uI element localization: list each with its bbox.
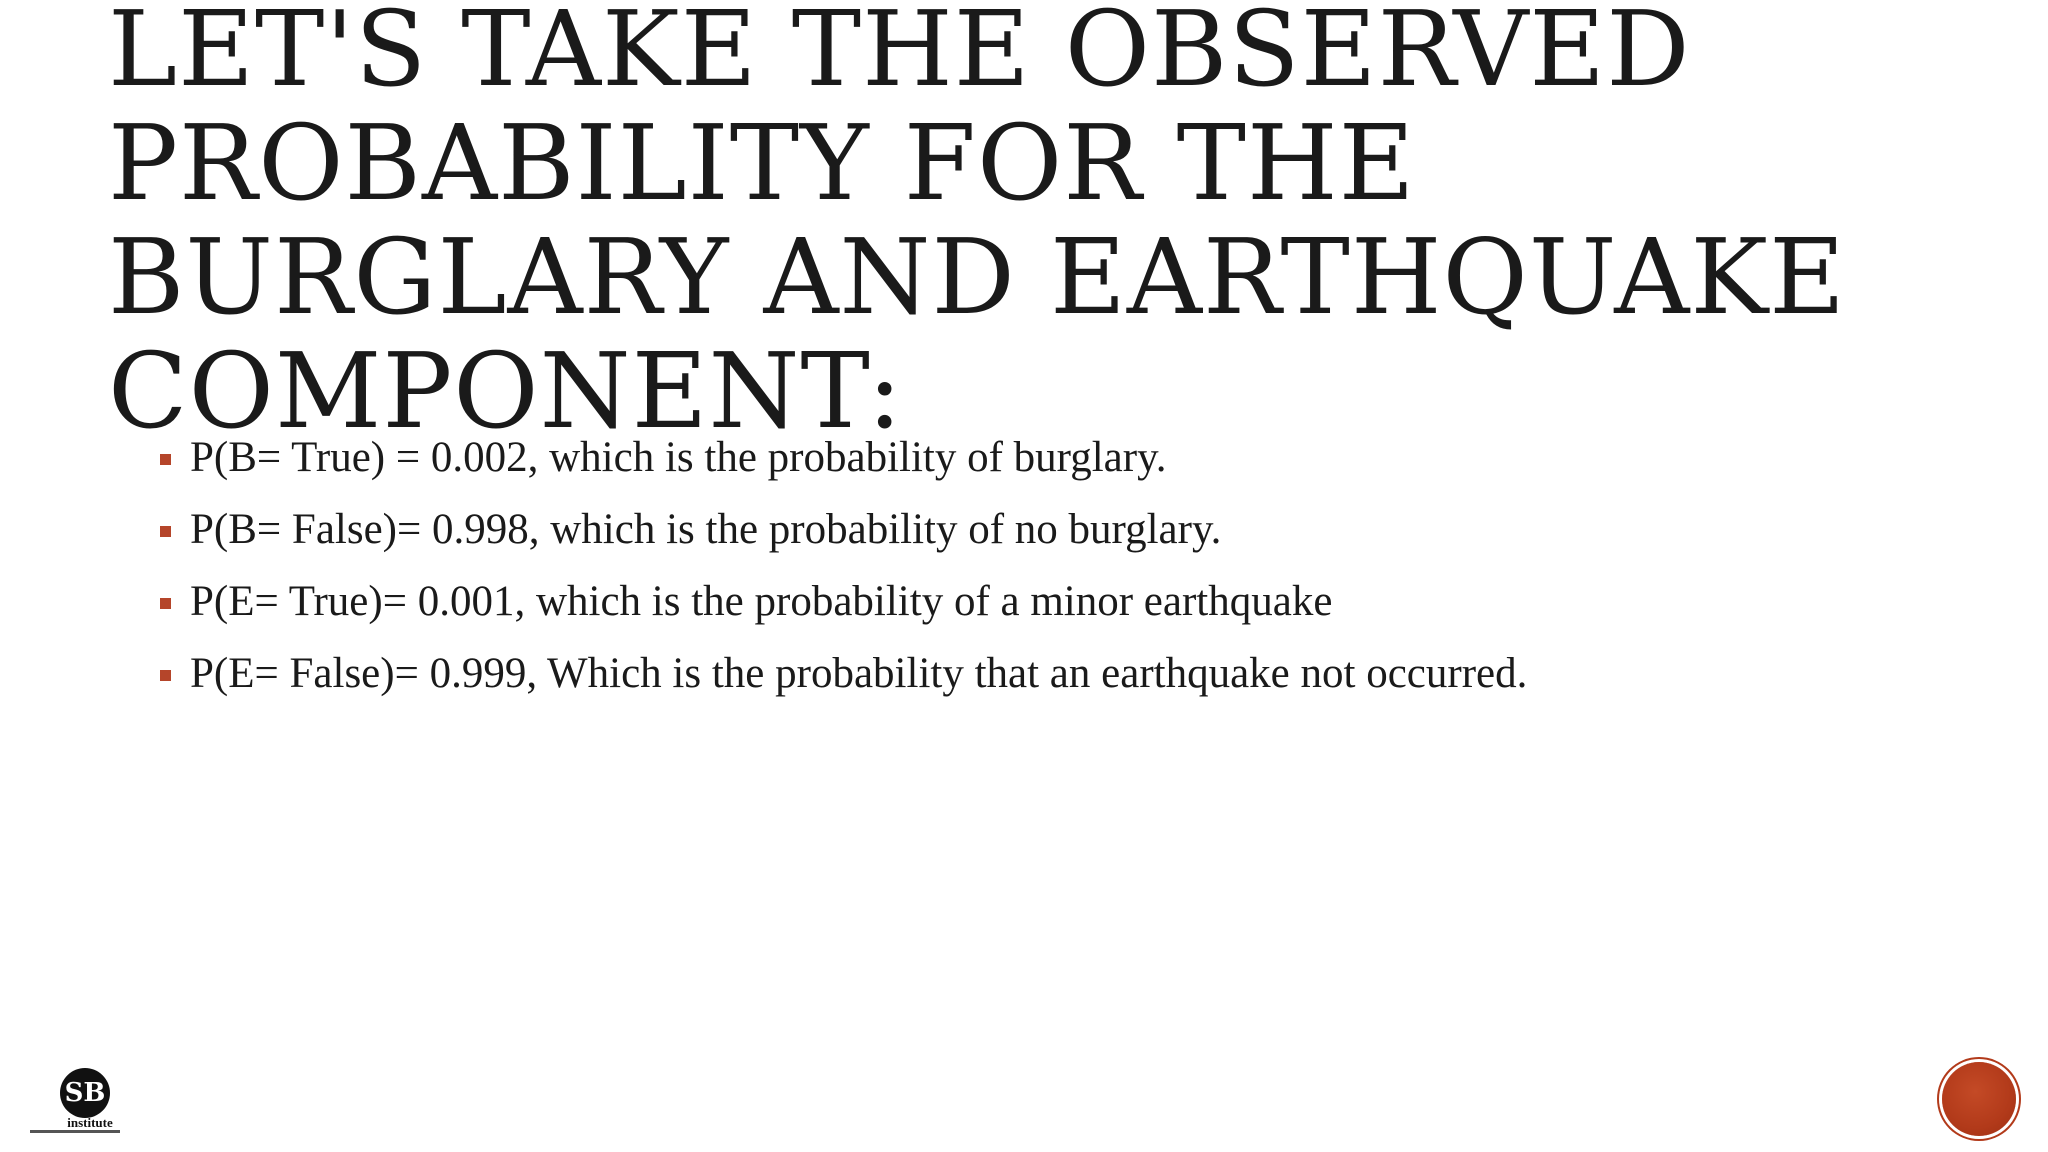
circle-button-icon[interactable] [1942,1062,2016,1136]
square-bullet-icon [160,526,171,537]
bullet-text: P(E= False)= 0.999, Which is the probability that an earthquake not occurred. [190,650,1528,697]
square-bullet-icon [160,670,171,681]
title-line: LET'S TAKE THE OBSERVED [108,0,1691,110]
logo-text: institute [67,1115,113,1130]
square-bullet-icon [160,454,171,465]
title-line: COMPONENT: [108,330,904,452]
logo-tagline-bar [30,1130,120,1133]
institute-logo [30,1068,120,1138]
bullet-text: P(E= True)= 0.001, which is the probability of a minor earthquake [190,578,1333,625]
title-line: PROBABILITY FOR THE [108,102,1416,224]
square-bullet-icon [160,598,171,609]
bullet-text: P(B= True) = 0.002, which is the probability of burglary. [190,434,1167,481]
list-item [160,430,1960,485]
logo-mark: SB [60,1068,110,1118]
bullet-list [160,430,1960,718]
title-line: BURGLARY AND EARTHQUAKE [108,216,1846,338]
slide-title [108,0,1868,452]
list-item [160,574,1960,629]
list-item [160,646,1960,701]
bullet-text: P(B= False)= 0.998, which is the probability of no burglary. [190,506,1222,553]
list-item [160,502,1960,557]
